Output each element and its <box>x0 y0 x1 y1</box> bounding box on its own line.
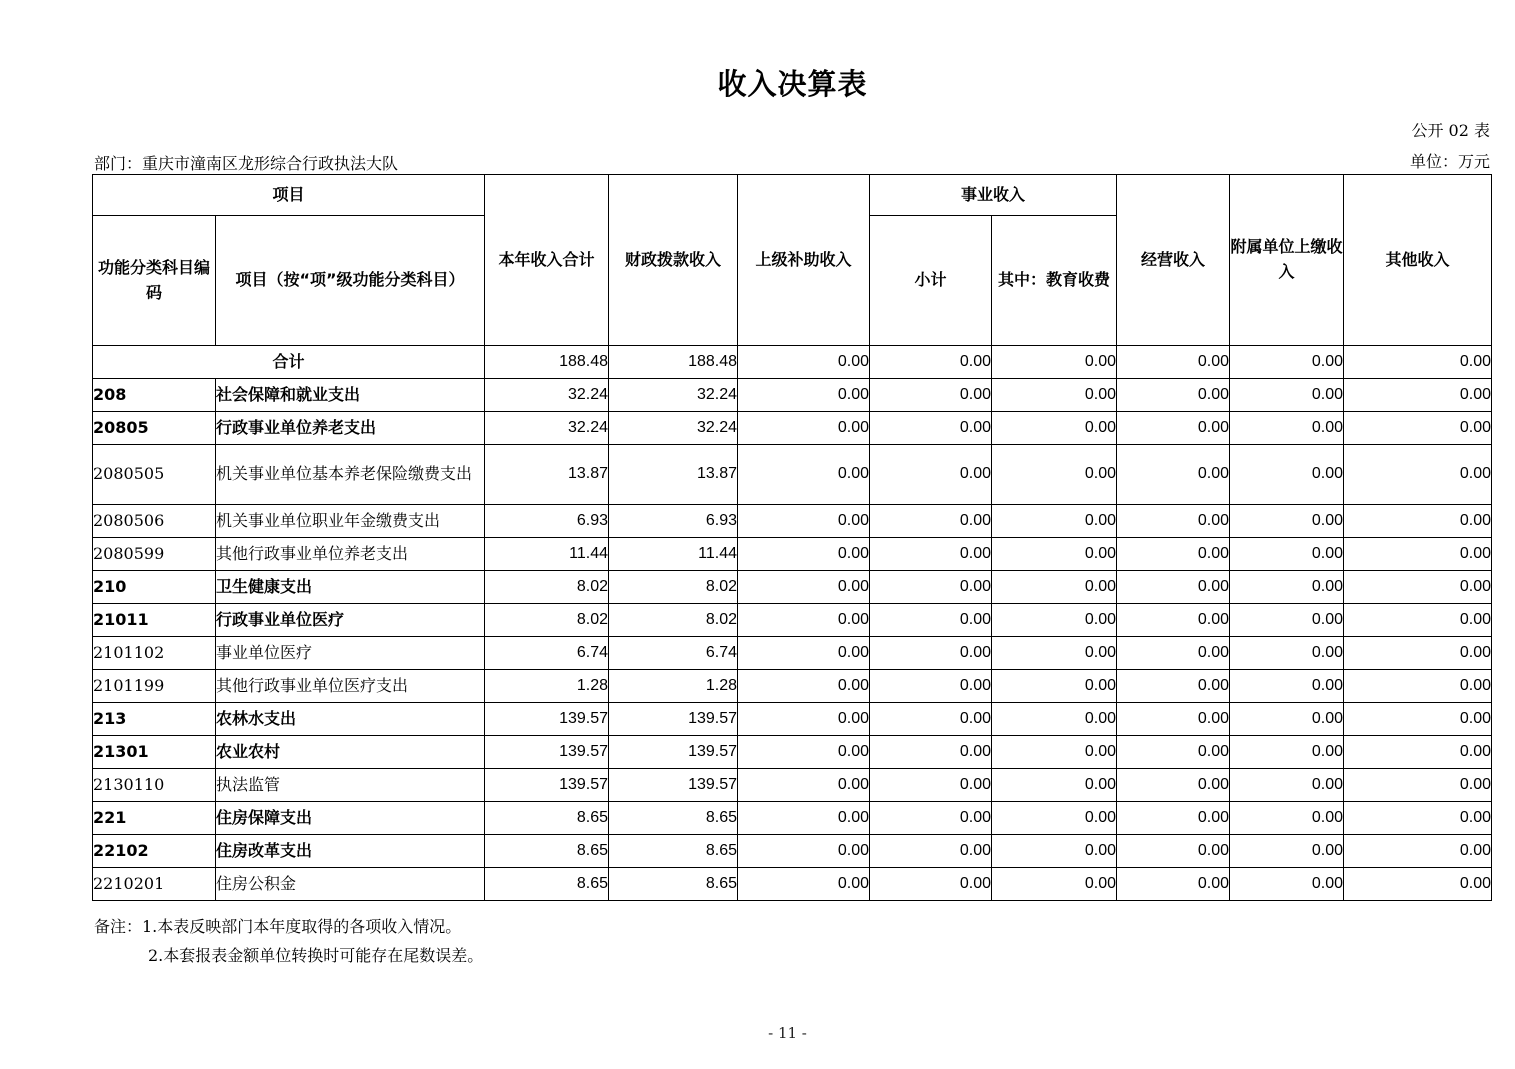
header-business-income: 事业收入 <box>870 175 1117 216</box>
row-value: 0.00 <box>738 379 870 412</box>
row-code: 21301 <box>93 736 216 769</box>
department-label: 部门：重庆市潼南区龙形综合行政执法大队 <box>94 154 399 173</box>
row-value: 0.00 <box>870 736 992 769</box>
table-body <box>93 346 1492 901</box>
row-value: 8.65 <box>485 802 609 835</box>
row-name: 机关事业单位基本养老保险缴费支出 <box>216 445 485 505</box>
table-row <box>93 868 1492 901</box>
row-value: 139.57 <box>485 703 609 736</box>
total-cell: 0.00 <box>1117 346 1230 379</box>
row-value: 0.00 <box>1230 769 1344 802</box>
row-name: 行政事业单位养老支出 <box>216 412 485 445</box>
row-value: 13.87 <box>485 445 609 505</box>
row-code: 213 <box>93 703 216 736</box>
row-value: 0.00 <box>1117 538 1230 571</box>
row-value: 0.00 <box>992 571 1117 604</box>
row-name: 农林水支出 <box>216 703 485 736</box>
row-value: 6.74 <box>485 637 609 670</box>
table-row <box>93 445 1492 505</box>
row-name: 农业农村 <box>216 736 485 769</box>
row-value: 0.00 <box>870 670 992 703</box>
row-name: 其他行政事业单位医疗支出 <box>216 670 485 703</box>
table-row <box>93 604 1492 637</box>
row-value: 0.00 <box>992 637 1117 670</box>
row-value: 0.00 <box>870 703 992 736</box>
total-row <box>93 346 1492 379</box>
row-value: 11.44 <box>609 538 738 571</box>
row-value: 0.00 <box>1117 412 1230 445</box>
row-value: 0.00 <box>1117 670 1230 703</box>
row-value: 1.28 <box>609 670 738 703</box>
row-value: 0.00 <box>738 769 870 802</box>
row-name: 住房保障支出 <box>216 802 485 835</box>
row-value: 13.87 <box>609 445 738 505</box>
row-value: 0.00 <box>1230 703 1344 736</box>
row-value: 32.24 <box>609 412 738 445</box>
row-value: 0.00 <box>870 445 992 505</box>
row-value: 8.02 <box>609 604 738 637</box>
row-value: 0.00 <box>1344 538 1492 571</box>
row-code: 2130110 <box>93 769 216 802</box>
table-row <box>93 538 1492 571</box>
row-value: 0.00 <box>1117 868 1230 901</box>
table-row <box>93 637 1492 670</box>
table-row <box>93 571 1492 604</box>
row-value: 139.57 <box>609 769 738 802</box>
row-value: 0.00 <box>1344 835 1492 868</box>
row-value: 0.00 <box>1117 736 1230 769</box>
total-cell: 188.48 <box>609 346 738 379</box>
row-code: 2080599 <box>93 538 216 571</box>
row-value: 0.00 <box>1344 571 1492 604</box>
row-name: 住房公积金 <box>216 868 485 901</box>
unit-label: 单位：万元 <box>1409 152 1490 171</box>
row-value: 0.00 <box>738 670 870 703</box>
row-name: 行政事业单位医疗 <box>216 604 485 637</box>
row-value: 0.00 <box>992 505 1117 538</box>
header-other: 其他收入 <box>1344 175 1492 346</box>
row-value: 0.00 <box>870 802 992 835</box>
row-value: 0.00 <box>1230 571 1344 604</box>
row-value: 0.00 <box>870 538 992 571</box>
row-value: 0.00 <box>992 736 1117 769</box>
row-value: 8.65 <box>485 868 609 901</box>
row-value: 0.00 <box>738 802 870 835</box>
row-value: 0.00 <box>1230 670 1344 703</box>
row-name: 卫生健康支出 <box>216 571 485 604</box>
row-value: 0.00 <box>1230 538 1344 571</box>
row-value: 0.00 <box>992 445 1117 505</box>
row-value: 0.00 <box>738 571 870 604</box>
total-cell: 0.00 <box>870 346 992 379</box>
row-value: 0.00 <box>992 802 1117 835</box>
table-row <box>93 505 1492 538</box>
row-code: 20805 <box>93 412 216 445</box>
row-value: 0.00 <box>870 505 992 538</box>
row-value: 0.00 <box>1117 802 1230 835</box>
row-name: 机关事业单位职业年金缴费支出 <box>216 505 485 538</box>
row-value: 0.00 <box>870 412 992 445</box>
row-name: 事业单位医疗 <box>216 637 485 670</box>
row-value: 0.00 <box>1344 445 1492 505</box>
row-value: 0.00 <box>870 868 992 901</box>
row-name: 其他行政事业单位养老支出 <box>216 538 485 571</box>
row-value: 139.57 <box>609 736 738 769</box>
row-value: 0.00 <box>1117 571 1230 604</box>
page-number: - 11 - <box>768 1024 807 1042</box>
row-code: 21011 <box>93 604 216 637</box>
row-value: 0.00 <box>1344 703 1492 736</box>
row-value: 0.00 <box>738 637 870 670</box>
row-value: 0.00 <box>870 637 992 670</box>
row-value: 32.24 <box>609 379 738 412</box>
row-value: 32.24 <box>485 379 609 412</box>
total-cell: 0.00 <box>738 346 870 379</box>
row-value: 0.00 <box>1117 505 1230 538</box>
row-value: 0.00 <box>738 736 870 769</box>
row-code: 22102 <box>93 835 216 868</box>
row-value: 0.00 <box>1117 835 1230 868</box>
row-value: 32.24 <box>485 412 609 445</box>
total-cell: 0.00 <box>1344 346 1492 379</box>
row-value: 0.00 <box>738 835 870 868</box>
row-code: 208 <box>93 379 216 412</box>
row-value: 0.00 <box>1230 412 1344 445</box>
row-value: 0.00 <box>992 412 1117 445</box>
row-name: 执法监管 <box>216 769 485 802</box>
table-row <box>93 670 1492 703</box>
row-value: 139.57 <box>485 736 609 769</box>
row-value: 0.00 <box>1230 379 1344 412</box>
note-line-2: 2.本套报表金额单位转换时可能存在尾数误差。 <box>148 946 484 965</box>
table-row <box>93 412 1492 445</box>
row-value: 0.00 <box>1344 412 1492 445</box>
row-value: 0.00 <box>1117 637 1230 670</box>
row-value: 0.00 <box>992 379 1117 412</box>
row-code: 210 <box>93 571 216 604</box>
row-value: 0.00 <box>738 703 870 736</box>
row-value: 0.00 <box>1117 703 1230 736</box>
row-value: 0.00 <box>1344 736 1492 769</box>
header-education-fee: 其中：教育收费 <box>992 216 1117 346</box>
row-value: 0.00 <box>1344 637 1492 670</box>
row-code: 2080505 <box>93 445 216 505</box>
row-value: 0.00 <box>1344 802 1492 835</box>
row-value: 0.00 <box>1230 604 1344 637</box>
header-superior-subsidy: 上级补助收入 <box>738 175 870 346</box>
total-cell: 188.48 <box>485 346 609 379</box>
row-value: 8.02 <box>485 604 609 637</box>
page-title: 收入决算表 <box>717 67 868 101</box>
row-value: 11.44 <box>485 538 609 571</box>
table-row <box>93 703 1492 736</box>
row-value: 0.00 <box>992 670 1117 703</box>
row-value: 0.00 <box>1344 868 1492 901</box>
row-value: 0.00 <box>1230 505 1344 538</box>
row-value: 0.00 <box>1344 670 1492 703</box>
row-value: 0.00 <box>1117 769 1230 802</box>
row-code: 221 <box>93 802 216 835</box>
row-value: 0.00 <box>870 571 992 604</box>
row-value: 0.00 <box>992 835 1117 868</box>
row-code: 2101199 <box>93 670 216 703</box>
row-value: 0.00 <box>1117 379 1230 412</box>
note-line-1: 备注：1.本表反映部门本年度取得的各项收入情况。 <box>94 917 462 936</box>
row-value: 0.00 <box>870 604 992 637</box>
row-value: 0.00 <box>1230 445 1344 505</box>
row-value: 0.00 <box>1344 604 1492 637</box>
row-name: 社会保障和就业支出 <box>216 379 485 412</box>
row-value: 0.00 <box>870 835 992 868</box>
row-value: 8.65 <box>609 802 738 835</box>
total-label: 合计 <box>93 346 485 379</box>
row-value: 0.00 <box>1230 637 1344 670</box>
row-value: 0.00 <box>1230 802 1344 835</box>
row-value: 139.57 <box>485 769 609 802</box>
header-operating: 经营收入 <box>1117 175 1230 346</box>
row-value: 0.00 <box>1230 835 1344 868</box>
header-project-group: 项目 <box>93 175 485 216</box>
row-value: 0.00 <box>992 604 1117 637</box>
row-value: 8.65 <box>609 835 738 868</box>
row-value: 0.00 <box>738 604 870 637</box>
row-value: 0.00 <box>992 868 1117 901</box>
row-value: 0.00 <box>1117 604 1230 637</box>
row-value: 0.00 <box>738 505 870 538</box>
row-value: 0.00 <box>992 703 1117 736</box>
row-value: 0.00 <box>1344 769 1492 802</box>
row-value: 0.00 <box>1117 445 1230 505</box>
row-value: 0.00 <box>870 769 992 802</box>
row-value: 8.65 <box>485 835 609 868</box>
row-value: 0.00 <box>1344 505 1492 538</box>
table-row <box>93 379 1492 412</box>
row-code: 2210201 <box>93 868 216 901</box>
row-value: 6.93 <box>485 505 609 538</box>
total-cell: 0.00 <box>992 346 1117 379</box>
row-value: 0.00 <box>738 538 870 571</box>
row-value: 139.57 <box>609 703 738 736</box>
row-value: 0.00 <box>1230 868 1344 901</box>
header-fiscal: 财政拨款收入 <box>609 175 738 346</box>
row-value: 8.02 <box>609 571 738 604</box>
table-header <box>93 175 1492 346</box>
row-value: 1.28 <box>485 670 609 703</box>
row-value: 0.00 <box>992 538 1117 571</box>
row-name: 住房改革支出 <box>216 835 485 868</box>
row-value: 0.00 <box>738 412 870 445</box>
row-code: 2101102 <box>93 637 216 670</box>
row-value: 6.93 <box>609 505 738 538</box>
form-number: 公开 02 表 <box>1411 121 1490 140</box>
table-row <box>93 802 1492 835</box>
row-value: 0.00 <box>870 379 992 412</box>
header-func-code: 功能分类科目编码 <box>93 216 216 346</box>
header-subtotal: 小计 <box>870 216 992 346</box>
table-row <box>93 769 1492 802</box>
total-cell: 0.00 <box>1230 346 1344 379</box>
row-value: 0.00 <box>738 445 870 505</box>
header-affiliated: 附属单位上缴收入 <box>1230 175 1344 346</box>
row-value: 8.02 <box>485 571 609 604</box>
header-project-name: 项目（按“项”级功能分类科目） <box>216 216 485 346</box>
table-row <box>93 736 1492 769</box>
row-value: 0.00 <box>1344 379 1492 412</box>
row-value: 0.00 <box>1230 736 1344 769</box>
row-value: 0.00 <box>992 769 1117 802</box>
row-value: 0.00 <box>738 868 870 901</box>
row-value: 8.65 <box>609 868 738 901</box>
row-code: 2080506 <box>93 505 216 538</box>
income-table <box>92 174 1492 901</box>
footnotes <box>94 912 483 970</box>
header-total-income: 本年收入合计 <box>485 175 609 346</box>
table-row <box>93 835 1492 868</box>
row-value: 6.74 <box>609 637 738 670</box>
